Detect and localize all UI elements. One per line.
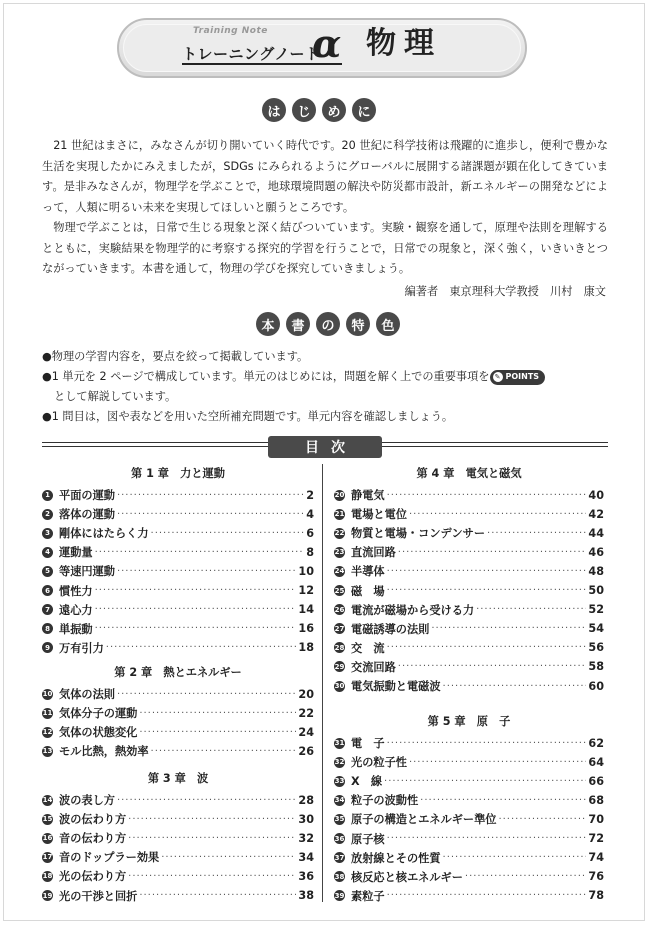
entry-title: 慣性力 (59, 584, 93, 598)
leader-dots (139, 890, 296, 901)
features-heading-char-0: 本 (256, 312, 280, 336)
entry-number-badge: 25 (334, 586, 345, 595)
entry-number-badge: 11 (42, 709, 53, 718)
entry-number-badge: 26 (334, 605, 345, 614)
toc-title-text: 目次 (305, 440, 357, 456)
entry-number-badge: 10 (42, 690, 53, 698)
toc-entry[interactable] (42, 639, 314, 657)
entry-title: 直流回路 (351, 546, 396, 560)
leader-dots (151, 746, 297, 757)
toc-entry[interactable] (334, 658, 604, 676)
entry-page-number: 76 (588, 870, 604, 884)
entry-page-number: 36 (298, 869, 314, 883)
chapter-heading: 第 2 章 熱とエネルギー (114, 666, 242, 679)
entry-page-number: 34 (298, 850, 314, 864)
leader-dots (128, 833, 296, 844)
leader-dots (95, 547, 305, 558)
intro-heading-char-3: に (352, 98, 376, 122)
toc-column-divider (322, 464, 323, 902)
entry-title: 運動量 (59, 546, 93, 560)
toc-entry[interactable] (334, 830, 604, 848)
toc-entry[interactable] (42, 829, 314, 847)
entry-title: X 線 (351, 775, 383, 789)
leader-dots (139, 708, 296, 719)
leader-dots (409, 509, 586, 520)
entry-title: 電磁誘導の法則 (351, 622, 430, 636)
entry-page-number: 48 (588, 564, 604, 578)
entry-title: 落体の運動 (59, 508, 115, 522)
feature-item-3: ●1 問目は，図や表などを用いた空所補充問題です。単元内容を確認しましょう。 (42, 410, 454, 423)
toc-entry[interactable] (334, 639, 604, 657)
pencil-icon: ✎ (493, 372, 503, 382)
leader-dots (398, 547, 587, 558)
chapter-heading: 第 4 章 電気と磁気 (416, 467, 522, 480)
toc-entry[interactable] (42, 848, 314, 866)
toc-entry[interactable] (42, 620, 314, 638)
entry-title: 波の表し方 (59, 794, 115, 807)
toc-entry[interactable] (334, 505, 604, 523)
entry-number-badge: 22 (334, 529, 345, 538)
entry-page-number: 2 (306, 488, 314, 502)
entry-number-badge: 14 (42, 796, 53, 804)
entry-page-number: 70 (588, 812, 604, 826)
entry-page-number: 72 (588, 832, 604, 845)
leader-dots (117, 566, 296, 577)
training-note-en: Training Note (193, 26, 268, 36)
entry-title: 交 流 (351, 641, 385, 655)
entry-page-number: 40 (588, 488, 604, 502)
entry-number-badge: 37 (334, 853, 345, 862)
entry-title: 万有引力 (59, 641, 104, 655)
leader-dots (443, 681, 587, 692)
chapter-heading: 第 1 章 力と運動 (131, 467, 225, 480)
entry-title: 半導体 (351, 565, 385, 579)
toc-entry[interactable] (334, 620, 604, 638)
entry-title: 電流が磁場から受ける力 (351, 603, 475, 617)
entry-number-badge: 29 (334, 662, 345, 671)
leader-dots (95, 623, 297, 634)
entry-title: 交流回路 (351, 660, 396, 674)
entry-page-number: 54 (588, 622, 604, 636)
intro-paragraph-1: 21 世紀はまさに，みなさんが切り開いていく時代です。20 世紀に科学技術は飛躍的に進歩し，便利で豊かな生活を実現したかにみえましたが，SDGs にみられるようにグローバルに展開する諸課題が顕在化してきています。是非みなさんが，物理学を学ぶことで，地球環境問題の解決や防災都市設計，新エネルギーの開発などによって，人類に明るい未来を実現してほしいと願うところです。 (42, 139, 608, 214)
entry-title: 等速円運動 (59, 565, 115, 579)
entry-title: 放射線とその性質 (351, 851, 441, 865)
leader-dots (161, 852, 296, 863)
entry-title: 平面の運動 (59, 489, 115, 502)
author-signature: 編著者 東京理科大学教授 川村 康文 (404, 285, 606, 298)
toc-entry[interactable] (334, 868, 604, 886)
leader-dots (476, 604, 586, 615)
entry-title: 遠心力 (59, 603, 93, 617)
entry-number-badge: 31 (334, 739, 345, 747)
entry-title: 核反応と核エネルギー (351, 870, 463, 884)
leader-dots (117, 689, 296, 700)
leader-dots (106, 642, 297, 653)
toc-entry[interactable] (334, 772, 604, 790)
entry-number-badge: 39 (334, 891, 345, 900)
entry-page-number: 10 (298, 564, 314, 578)
leader-dots (387, 890, 587, 901)
toc-entry[interactable] (334, 677, 604, 695)
toc-entry[interactable] (42, 543, 314, 561)
toc-entry[interactable] (334, 524, 604, 542)
entry-page-number: 8 (306, 545, 314, 559)
entry-number-badge: 34 (334, 796, 345, 805)
leader-dots (409, 757, 586, 768)
features-list (42, 347, 612, 427)
feature-item-2 (42, 367, 612, 387)
entry-title: 素粒子 (351, 889, 385, 903)
entry-number-badge: 13 (42, 747, 53, 756)
entry-title: 電 子 (351, 737, 385, 750)
toc-entry[interactable] (334, 810, 604, 828)
entry-page-number: 56 (588, 641, 604, 655)
subject-title: 物理 (366, 26, 442, 61)
intro-heading-char-1: じ (292, 98, 316, 122)
entry-number-badge: 18 (42, 872, 53, 881)
entry-page-number: 64 (588, 755, 604, 769)
entry-number-badge: 27 (334, 624, 345, 633)
entry-number-badge: 33 (334, 777, 345, 786)
entry-title: 粒子の波動性 (351, 794, 419, 808)
entry-page-number: 4 (306, 507, 314, 521)
intro-text (42, 136, 608, 280)
toc-entry[interactable] (42, 505, 314, 523)
entry-title: 物質と電場・コンデンサー (351, 527, 486, 541)
entry-number-badge: 15 (42, 815, 53, 824)
toc-entry[interactable] (334, 562, 604, 580)
entry-title: 光の干渉と回折 (59, 889, 138, 903)
entry-page-number: 66 (588, 774, 604, 788)
toc-entry[interactable] (334, 734, 604, 752)
feature-item-1: ●物理の学習内容を，要点を絞って掲載しています。 (42, 350, 309, 363)
features-heading-char-4: 色 (376, 312, 400, 336)
chapter-heading: 第 3 章 波 (147, 772, 209, 785)
leader-dots (95, 585, 297, 596)
toc-entry[interactable] (334, 582, 604, 600)
alpha-logo: α (312, 21, 342, 66)
toc-entry[interactable] (42, 810, 314, 828)
entry-title: 音の伝わり方 (59, 832, 127, 846)
chapter-heading: 第 5 章 原 子 (427, 715, 511, 728)
leader-dots (384, 776, 586, 787)
entry-number-badge: 5 (42, 566, 53, 577)
toc-entry[interactable] (334, 753, 604, 771)
entry-page-number: 78 (588, 889, 604, 903)
features-heading-char-3: 特 (346, 312, 370, 336)
feature-item-2-cont: として解説しています。 (54, 390, 177, 403)
entry-title: 原子核 (351, 832, 385, 846)
entry-number-badge: 8 (42, 623, 53, 634)
entry-title: 単振動 (59, 622, 93, 636)
entry-page-number: 60 (588, 679, 604, 693)
entry-number-badge: 19 (42, 891, 53, 900)
leader-dots (487, 528, 586, 539)
leader-dots (128, 871, 296, 882)
entry-page-number: 24 (298, 725, 314, 739)
entry-page-number: 42 (588, 507, 604, 521)
entry-number-badge: 12 (42, 728, 53, 737)
entry-number-badge: 6 (42, 585, 53, 596)
entry-title: 音のドップラー効果 (59, 851, 160, 865)
entry-page-number: 6 (306, 526, 314, 540)
entry-page-number: 12 (298, 584, 314, 597)
entry-number-badge: 21 (334, 510, 345, 519)
entry-number-badge: 36 (334, 834, 345, 843)
entry-number-badge: 35 (334, 815, 345, 824)
toc-entry[interactable] (42, 486, 314, 504)
entry-number-badge: 28 (334, 643, 345, 652)
intro-heading-char-2: め (322, 98, 346, 122)
entry-title: 剛体にはたらく力 (59, 527, 149, 541)
entry-page-number: 38 (298, 889, 314, 902)
entry-page-number: 62 (588, 736, 604, 750)
entry-number-badge: 38 (334, 872, 345, 881)
toc-entry[interactable] (334, 887, 604, 905)
entry-title: 静電気 (351, 489, 385, 502)
intro-heading-char-0: は (262, 98, 286, 122)
entry-title: 磁 場 (351, 584, 385, 598)
entry-page-number: 22 (298, 706, 314, 720)
entry-number-badge: 20 (334, 491, 345, 499)
entry-page-number: 26 (298, 744, 314, 758)
toc-entry[interactable] (42, 867, 314, 885)
feature-item-2-text: ●1 単元を 2 ページで構成しています。単元のはじめには，問題を解く上での重要事項を (42, 370, 490, 383)
toc-entry[interactable] (42, 562, 314, 580)
leader-dots (387, 490, 587, 501)
entry-page-number: 30 (298, 812, 314, 826)
toc-entry[interactable] (42, 723, 314, 741)
features-heading-char-1: 書 (286, 312, 310, 336)
entry-number-badge: 16 (42, 834, 53, 843)
entry-title: 原子の構造とエネルギー準位 (351, 813, 497, 827)
leader-dots (465, 871, 587, 882)
entry-page-number: 16 (298, 622, 314, 636)
features-heading-char-2: の (316, 312, 340, 336)
toc-entry[interactable] (334, 791, 604, 809)
entry-title: 気体の状態変化 (59, 726, 138, 740)
leader-dots (128, 814, 296, 825)
toc-entry[interactable] (334, 486, 604, 504)
entry-number-badge: 24 (334, 567, 345, 576)
intro-heading (262, 98, 376, 122)
leader-dots (387, 566, 587, 577)
entry-number-badge: 23 (334, 548, 345, 557)
leader-dots (387, 585, 587, 596)
toc-entry[interactable] (42, 601, 314, 619)
entry-number-badge: 9 (42, 642, 53, 653)
entry-title: 気体の法則 (59, 688, 115, 701)
entry-page-number: 46 (588, 545, 604, 559)
entry-number-badge: 30 (334, 682, 345, 690)
leader-dots (498, 814, 586, 825)
entry-page-number: 32 (298, 831, 314, 845)
leader-dots (117, 490, 304, 501)
entry-title: モル比熱，熱効率 (59, 745, 149, 759)
leader-dots (398, 661, 587, 672)
entry-number-badge: 2 (42, 509, 53, 520)
entry-page-number: 74 (588, 851, 604, 865)
entry-title: 光の粒子性 (351, 756, 407, 770)
entry-number-badge: 1 (42, 490, 53, 501)
entry-page-number: 14 (298, 603, 314, 617)
toc-entry[interactable] (42, 791, 314, 809)
toc-entry[interactable] (334, 543, 604, 561)
entry-page-number: 18 (298, 641, 314, 655)
leader-dots (117, 795, 296, 806)
leader-dots (95, 604, 297, 615)
leader-dots (420, 795, 586, 806)
points-label: POINTS (505, 372, 540, 381)
entry-title: 気体分子の運動 (59, 707, 138, 721)
features-heading (256, 312, 400, 336)
entry-number-badge: 4 (42, 547, 53, 558)
leader-dots (443, 852, 587, 863)
toc-entry[interactable] (42, 887, 314, 905)
entry-title: 電場と電位 (351, 508, 407, 522)
entry-page-number: 20 (298, 687, 314, 701)
leader-dots (387, 642, 587, 653)
entry-page-number: 44 (588, 526, 604, 540)
entry-title: 光の伝わり方 (59, 870, 127, 884)
entry-number-badge: 32 (334, 758, 345, 767)
leader-dots (151, 528, 305, 539)
leader-dots (117, 509, 304, 520)
entry-page-number: 50 (588, 584, 604, 597)
entry-number-badge: 3 (42, 528, 53, 539)
entry-page-number: 58 (588, 660, 604, 674)
toc-entry[interactable] (42, 742, 314, 760)
leader-dots (431, 623, 586, 634)
toc-entry[interactable] (334, 849, 604, 867)
leader-dots (139, 727, 296, 738)
entry-number-badge: 7 (42, 604, 53, 615)
leader-dots (387, 833, 587, 844)
entry-page-number: 52 (588, 603, 604, 617)
entry-number-badge: 17 (42, 853, 53, 862)
entry-title: 波の伝わり方 (59, 813, 127, 827)
entry-title: 電気振動と電磁波 (351, 680, 441, 693)
intro-paragraph-2: 物理で学ぶことは，日常で生じる現象と深く結びついています。実験・観察を通して，原理や法則を理解するとともに，実験結果を物理学的に考察する探究的学習を行うことで，日常での現象と，深く強く，いきいきとつながっていきます。本書を通して，物理の学びを探究していきましょう。 (42, 221, 608, 275)
training-note-jp: トレーニングノート (182, 45, 321, 63)
toc-entry[interactable] (334, 601, 604, 619)
leader-dots (387, 738, 587, 749)
toc-entry[interactable] (42, 704, 314, 722)
points-badge (490, 370, 546, 385)
toc-entry[interactable] (42, 582, 314, 600)
toc-title (268, 436, 382, 458)
entry-page-number: 28 (298, 793, 314, 807)
toc-entry[interactable] (42, 524, 314, 542)
toc-entry[interactable] (42, 685, 314, 703)
entry-page-number: 68 (588, 793, 604, 807)
